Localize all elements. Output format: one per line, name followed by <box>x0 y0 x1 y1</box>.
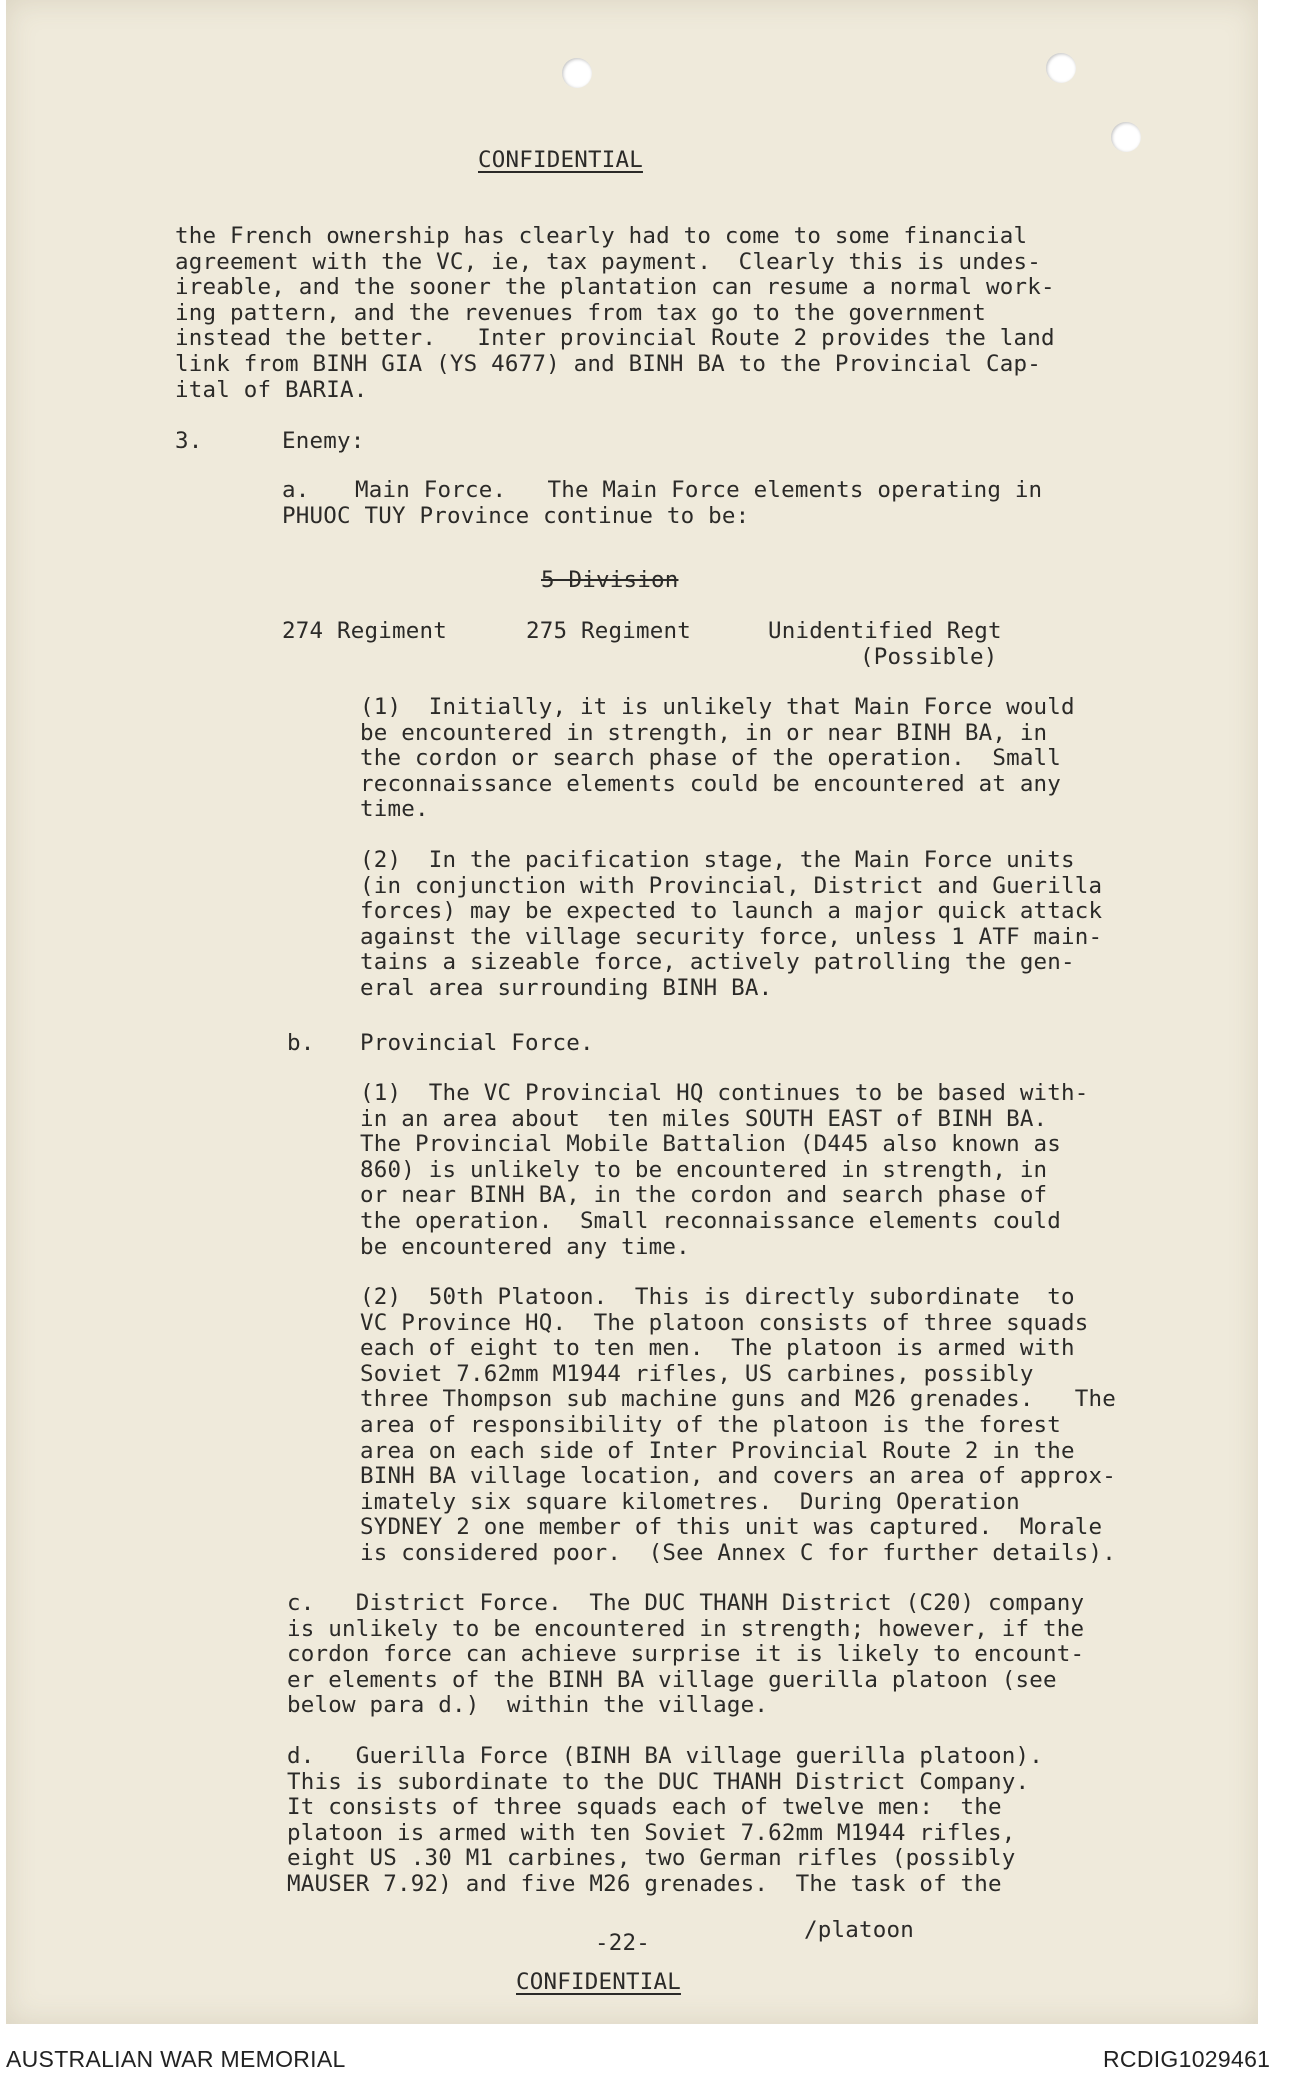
para-heading-b: Provincial Force. <box>360 1030 594 1056</box>
text-line: (2) In the pacification stage, the Main Force units <box>360 847 1075 873</box>
punch-hole <box>1111 122 1141 152</box>
regiment-275: 275 Regiment <box>526 618 691 644</box>
text-line: MAUSER 7.92) and five M26 grenades. The task of the <box>287 1871 1002 1897</box>
text-line: (1) The VC Provincial HQ continues to be based with- <box>360 1080 1089 1106</box>
text-line: against the village security force, unless 1 ATF main- <box>360 923 1103 950</box>
text-line: or near BINH BA, in the cordon and search phase of <box>360 1182 1048 1209</box>
text-line: below para d.) within the village. <box>287 1692 769 1719</box>
text-line: eral area surrounding BINH BA. <box>360 975 773 1001</box>
regiment-unidentified: Unidentified Regt <box>768 618 1002 644</box>
text-line: imately six square kilometres. During Operation <box>360 1488 1020 1515</box>
text-line: forces) may be expected to launch a major quick attack <box>360 898 1103 925</box>
text-line: be encountered in strength, in or near BINH BA, in <box>360 719 1048 746</box>
text-line: 860) is unlikely to be encountered in strength, in <box>360 1156 1048 1183</box>
text-line: three Thompson sub machine guns and M26 grenades. The <box>360 1386 1117 1413</box>
archive-reference: RCDIG1029461 <box>1103 2046 1271 2072</box>
classification-top: CONFIDENTIAL <box>478 147 643 173</box>
text-line: agreement with the VC, ie, tax payment. Clearly this is undes- <box>175 248 1042 275</box>
text-line: be encountered any time. <box>360 1233 690 1260</box>
text-line: ital of BARIA. <box>175 376 368 403</box>
text-line: reconnaissance elements could be encountered at any <box>360 770 1062 797</box>
section-number: 3. <box>175 428 203 454</box>
text-line: time. <box>360 796 429 823</box>
continuation-word: /platoon <box>804 1917 914 1943</box>
text-line: SYDNEY 2 one member of this unit was captured. Morale <box>360 1514 1103 1541</box>
text-line: area on each side of Inter Provincial Route 2 in the <box>360 1437 1075 1464</box>
text-line: The Provincial Mobile Battalion (D445 also known as <box>360 1131 1062 1158</box>
text-line: the French ownership has clearly had to come to some financial <box>175 223 1028 249</box>
text-line: is unlikely to be encountered in strength; however, if the <box>287 1615 1085 1642</box>
page-number: -22- <box>595 1930 650 1956</box>
text-line: tains a sizeable force, actively patrolling the gen- <box>360 949 1075 976</box>
text-line: area of responsibility of the platoon is the forest <box>360 1412 1062 1438</box>
text-line: each of eight to ten men. The platoon is armed with <box>360 1335 1075 1362</box>
text-line: the operation. Small reconnaissance elements could <box>360 1208 1062 1234</box>
text-line: the cordon or search phase of the operation. Small <box>360 745 1062 772</box>
text-line: (1) Initially, it is unlikely that Main Force would <box>360 694 1075 720</box>
text-line: in an area about ten miles SOUTH EAST of BINH BA. <box>360 1105 1048 1132</box>
text-line: ing pattern, and the revenues from tax go to the government <box>175 299 987 326</box>
text-line: VC Province HQ. The platoon consists of three squads <box>360 1309 1089 1336</box>
text-line: cordon force can achieve surprise it is likely to encount- <box>287 1641 1085 1668</box>
text-line: ireable, and the sooner the plantation can resume a normal work- <box>175 274 1055 301</box>
classification-bottom: CONFIDENTIAL <box>516 1969 681 1995</box>
punch-hole <box>562 58 592 88</box>
division-name: 5 Division <box>541 567 679 593</box>
regiment-note: (Possible) <box>860 643 998 670</box>
text-line: c. District Force. The DUC THANH District (C20) company <box>287 1590 1085 1616</box>
regiment-274: 274 Regiment <box>282 618 447 644</box>
text-line: is considered poor. (See Annex C for further details). <box>360 1540 1117 1566</box>
text-line: eight US .30 M1 carbines, two German rifles (possibly <box>287 1845 1016 1872</box>
text-line: d. Guerilla Force (BINH BA village guerilla platoon). <box>287 1743 1044 1769</box>
text-line: (2) 50th Platoon. This is directly subordinate to <box>360 1284 1075 1310</box>
text-line: link from BINH GIA (YS 4677) and BINH BA to the Provincial Cap- <box>175 351 1042 377</box>
text-line: Soviet 7.62mm M1944 rifles, US carbines, possibly <box>360 1360 1034 1387</box>
text-line: This is subordinate to the DUC THANH District Company. <box>287 1768 1030 1795</box>
para-label-b: b. <box>287 1030 315 1056</box>
archive-credit: AUSTRALIAN WAR MEMORIAL <box>6 2046 346 2072</box>
text-line: It consists of three squads each of twelve men: the <box>287 1794 1002 1821</box>
punch-hole <box>1046 53 1076 83</box>
text-line: (in conjunction with Provincial, District and Guerilla <box>360 872 1103 899</box>
text-line: PHUOC TUY Province continue to be: <box>282 502 750 529</box>
text-line: er elements of the BINH BA village guerilla platoon (see <box>287 1666 1057 1693</box>
section-heading: Enemy: <box>282 428 365 454</box>
text-line: Main Force. The Main Force elements operating in <box>355 477 1043 503</box>
text-line: BINH BA village location, and covers an area of approx- <box>360 1463 1117 1490</box>
text-line: instead the better. Inter provincial Route 2 provides the land <box>175 325 1055 352</box>
para-label-a: a. <box>282 477 310 503</box>
text-line: platoon is armed with ten Soviet 7.62mm M1944 rifles, <box>287 1819 1016 1846</box>
